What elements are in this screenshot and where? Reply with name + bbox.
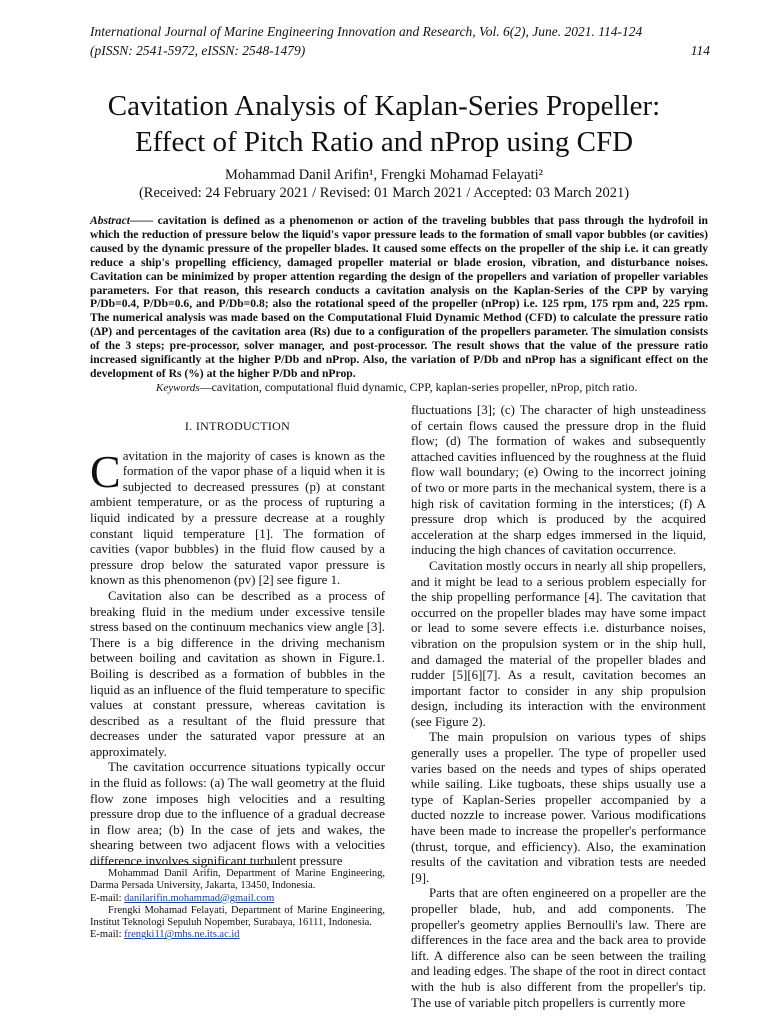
footnote-author-2: Frengki Mohamad Felayati, Department of Marine Engineering, Institut Teknologi Sepuluh Nopember, Surabaya, 16111, Indonesia. [90,904,385,929]
abstract-text: cavitation is defined as a phenomenon or action of the traveling bubbles that pass through the hydrofoil in which the reduction of pressure below the liquid's vapor pressure leads to the formation of small vapor bubbles (or cavities) caused by the dynamic pressure of the propeller blades. It caused some effects on the propeller of the ship i.e. it can greatly reduce a ship's propelling efficiency, damaged propeller material or blade erosion, vibration, and disturbance noises. Cavitation can be minimized by proper attention regarding the design of the propellers and variation of propeller variables parameters. For that reason, this research conducts a cavitation analysis on the Kaplan-Series of the CPP by varying P/Db=0.4, P/Db=0.6, and P/Db=0.8; also the rotational speed of the propeller (nProp) i.e. 125 rpm, 175 rpm and, 225 rpm. The numerical analysis was made based on the Computational Fluid Dynamic Method (CFD) to calculate the pressure ratio (ΔP) and percentages of the cavitation area (Rs) due to a configuration of the propellers parameter. The simulation consists of the 3 steps; pre-processor, solver manager, and post-processor. The result shows that the value of the pressure ratio increased significantly at the higher P/Db and nProp. Also, the variation of P/Db and nProp has a significant effect on the development of Rs (%) at the higher P/Db and nProp. [90,214,708,380]
right-column [411,403,706,1011]
email-link-2[interactable]: frengki11@mhs.ne.its.ac.id [124,929,240,941]
keywords-text: cavitation, computational fluid dynamic, CPP, kaplan-series propeller, nProp, pitch ratio. [211,380,638,394]
journal-header [90,22,710,60]
footnotes [90,868,385,942]
keywords: Keywords—cavitation, computational fluid dynamic, CPP, kaplan-series propeller, nProp, pitch ratio. [156,380,638,394]
footnote-email-1: E-mail: danilarifin.mohammad@gmail.com [90,892,275,904]
section-heading: I. INTRODUCTION [184,419,291,433]
email-link-1[interactable]: danilarifin.mohammad@gmail.com [124,892,275,904]
paper-title [60,88,708,160]
journal-issn: (pISSN: 2541-5972, eISSN: 2548-1479) [90,43,306,58]
paragraph: Cavitation mostly occurs in nearly all ship propellers, and it might be lead to a serious problem especially for the ship propelling performance [4]. The cavitation that occurred on the propeller blades may have some impact or lead to some severe effects i.e. disturbance noises, vibration on the propulsion system or in the ship hull, and damaged the material of the propeller blades and rudder [5][6][7]. As a result, cavitation becomes an important factor to consider in any ship propulsion design, including its interaction with the environment (see Figure 2). [411,558,706,729]
drop-cap: C [90,445,121,497]
paragraph: Parts that are often engineered on a propeller are the propeller blade, hub, and add components. The propeller's geometry applies Bernoulli's law. There are differences in the face area and the back area to provide lift. A difference also can be seen between the trailing and leading edges. The shape of the root in direct contact with the hub is also different from the propeller's tip. The use of variable pitch propellers is currently more [411,886,706,1010]
paragraph [90,445,385,589]
keywords-label: Keywords [156,382,200,394]
left-column [90,403,385,870]
footnote-author-1: Mohammad Danil Arifin, Department of Marine Engineering, Darma Persada University, Jakarta, 13450, Indonesia. [90,868,385,892]
authors: Mohammad Danil Arifin¹, Frengki Mohamad Felayati² [225,167,543,183]
paragraph: Cavitation also can be described as a process of breaking fluid in the medium under excessive tensile stress based on the continuum mechanics view angle [3]. There is a big difference in the driving mechanism between boiling and cavitation as shown in Figure.1. Boiling is described as a formation of bubbles in the liquid as an influence of the fluid temperature to specific values at constant pressure, whereas cavitation is described as a resultant of the fluid pressure that decreases under the saturated vapor pressure at an approximately. [90,588,385,759]
paragraph-text: avitation in the majority of cases is known as the formation of the vapor phase of a liquid when it is subjected to decreased pressures (p) at constant ambient temperature, or as the process of rupturing a liquid indicated by a pressure decrease at a roughly constant liquid temperature [1]. The formation of cavities (vapor bubbles) in the fluid flow caused by a pressure drop below the saturated vapor pressure is known as this phenomenon (pv) [2] see figure 1. [90,448,385,588]
paragraph: The cavitation occurrence situations typically occur in the fluid as follows: (a) The wall geometry at the fluid flow zone imposes high velocities and a resulting pressure drop due to the influence of a gradual decrease in flow area; (b) In the case of jets and wakes, the shearing between two adjacent flows with a velocities difference involves significant turbulent pressure [90,760,385,869]
title-line-2: Effect of Pitch Ratio and nProp using CFD [134,126,634,158]
paragraph: fluctuations [3]; (c) The character of high unsteadiness of certain flows caused the pressure drop in the fluid flow; (d) The formation of wakes and subsequently attached cavities influenced by the roughness at the fluid flow wall boundary; (e) Owing to the incorrect joining of two or more parts in the mechanical system, there is a high risk of cavitation forming in the interstices; (f) A pressure drop which is produced by the acquired acceleration at the sharp edges immersed in the liquid, inducing the high chances of cavitation occurrence. [411,403,706,558]
received-dates: (Received: 24 February 2021 / Revised: 01 March 2021 / Accepted: 03 March 2021) [138,185,630,201]
abstract-label: Abstract [90,214,130,227]
journal-citation: International Journal of Marine Engineering Innovation and Research, Vol. 6(2), June. 2021. 114-124 [90,24,643,39]
footnote-divider [90,864,280,865]
paragraph: The main propulsion on various types of ships generally uses a propeller. The type of propeller used varies based on the needs and types of ships operated while sailing. Like tugboats, these ships usually use a type of Kaplan-Series propeller accompanied by a ducted nozzle to increase power. Various modifications have been made to increase the propeller's performance (thrust, torque, and efficiency). Also, the examination results of the cavitation and vibration tests are needed [9]. [411,730,706,885]
footnote-email-2: E-mail: frengki11@mhs.ne.its.ac.id [90,929,240,941]
title-line-1: Cavitation Analysis of Kaplan-Series Propeller: [107,90,661,122]
page-number: 114 [690,43,710,58]
abstract: Abstract—— cavitation is defined as a phenomenon or action of the traveling bubbles that pass through the hydrofoil in which the reduction of pressure below the liquid's vapor pressure leads to the formation of small vapor bubbles (or cavities) caused by the dynamic pressure of the propeller blades. It caused some effects on the propeller of the ship i.e. it can greatly reduce a ship's propelling efficiency, damaged propeller material or blade erosion, vibration, and disturbance noises. Cavitation can be minimized by proper attention regarding the design of the propellers and variation of propeller variables parameters. For that reason, this research conducts a cavitation analysis on the Kaplan-Series of the CPP by varying P/Db=0.4, P/Db=0.6, and P/Db=0.8; also the rotational speed of the propeller (nProp) i.e. 125 rpm, 175 rpm and, 225 rpm. The numerical analysis was made based on the Computational Fluid Dynamic Method (CFD) to calculate the pressure ratio (ΔP) and percentages of the cavitation area (Rs) due to a configuration of the propellers parameter. The simulation consists of the 3 steps; pre-processor, solver manager, and post-processor. The result shows that the value of the pressure ratio increased significantly at the higher P/Db and nProp. Also, the variation of P/Db and nProp has a significant effect on the development of Rs (%) at the higher P/Db and nProp. [90,214,708,380]
